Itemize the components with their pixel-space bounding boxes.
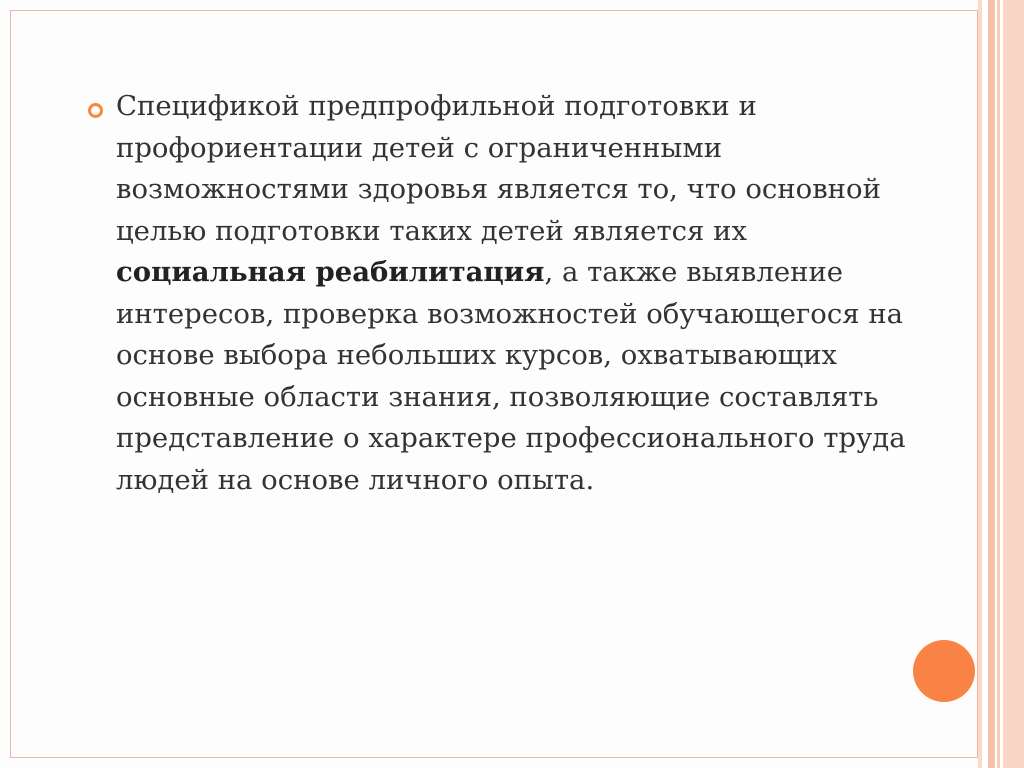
decorative-stripes xyxy=(978,0,1024,768)
stripe xyxy=(1003,0,1024,768)
text-emphasis: социальная реабилитация xyxy=(116,256,545,288)
text-before-emphasis: Спецификой предпрофильной подготовки и профориентации детей с ограниченными возможностями здоровья является то, что основной целью подготовки таких детей является их xyxy=(116,90,881,247)
stripe xyxy=(988,0,995,768)
bullet-item xyxy=(86,86,906,501)
bullet-circle-icon xyxy=(88,103,103,118)
bullet-text xyxy=(116,86,906,501)
slide-content xyxy=(86,86,906,501)
text-after-emphasis: , а также выявление интересов, проверка возможностей обучающегося на основе выбора небольших курсов, охватывающих основные области знания, позволяющие составлять представление о характере профессионального труда людей на основе личного опыта. xyxy=(116,256,906,496)
decorative-orange-circle xyxy=(913,640,975,702)
